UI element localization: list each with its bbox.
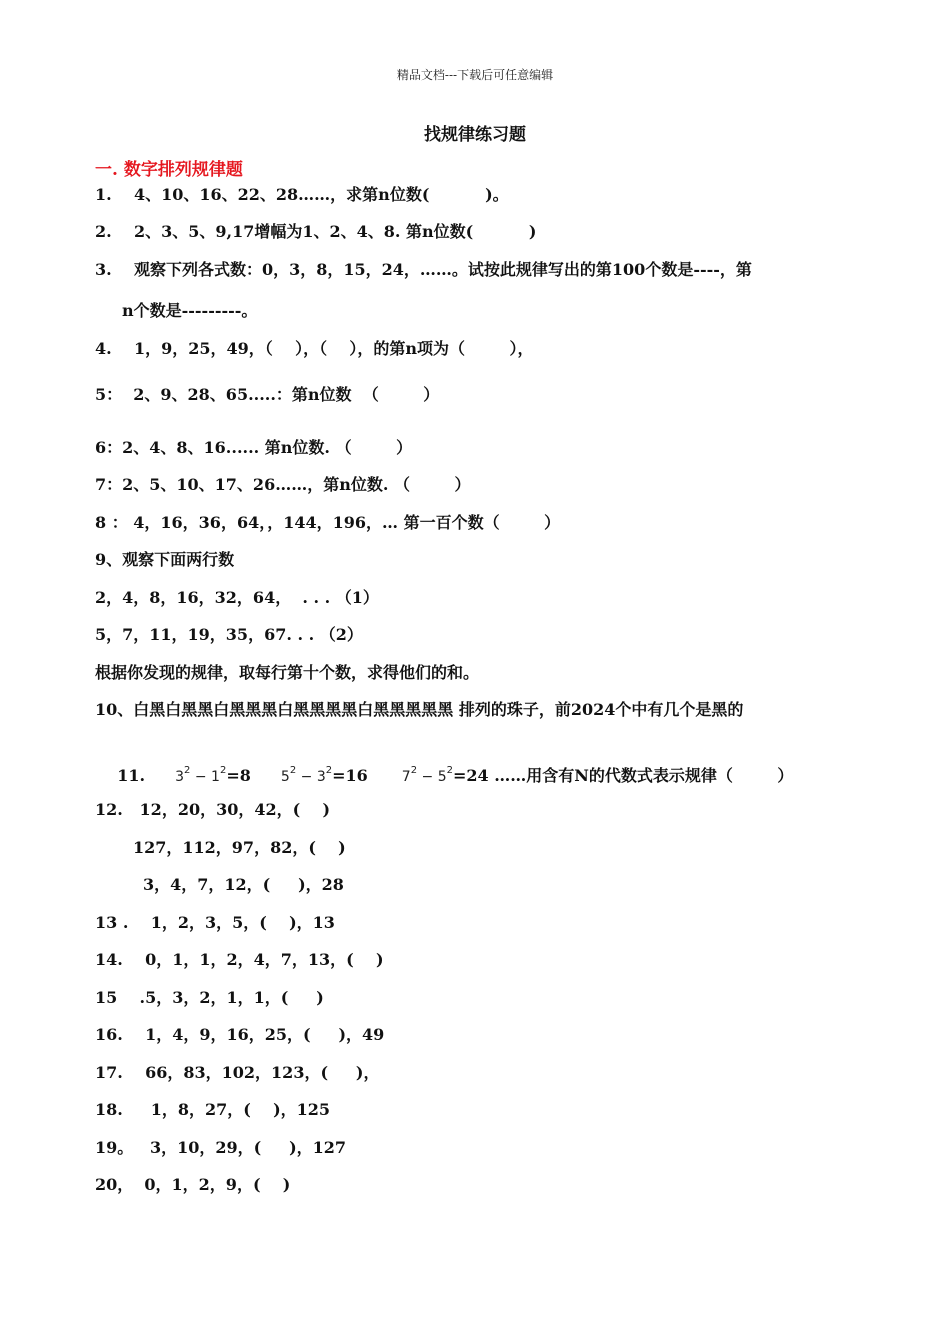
question-6: 6：2、4、8、16...... 第n位数. （ ）: [95, 438, 413, 457]
formula-3: [401, 765, 453, 785]
question-1: 1. 4、10、16、22、28……，求第n位数( )。: [95, 185, 509, 204]
question-11-text: ……用含有N的代数式表示规律（ ）: [488, 766, 794, 785]
question-19: 19。 3，10，29，( )，127: [95, 1138, 347, 1157]
question-9-row1: 2，4，8，16，32，64， . . . （1）: [95, 588, 379, 607]
question-15: 15 .5，3，2，1，1，( ): [95, 988, 324, 1007]
page-title: 找规律练习题: [424, 125, 526, 145]
question-16: 16. 1，4，9，16，25，( )，49: [95, 1025, 385, 1044]
question-5: 5： 2、9、28、65.....：第n位数 （ ）: [95, 385, 440, 404]
formula-2-exp-a: 2: [289, 765, 297, 776]
formula-2-base-a: 5: [280, 769, 290, 785]
question-9: 9、观察下面两行数: [95, 550, 235, 569]
formula-3-base-a: 7: [401, 769, 411, 785]
formula-1-exp-a: 2: [184, 765, 191, 776]
question-7: 7：2、5、10、17、26……，第n位数. （ ）: [95, 475, 471, 494]
question-20: 20， 0，1，2，9，( ): [95, 1175, 291, 1194]
question-9-row2: 5，7，11，19，35，67. . . （2）: [95, 625, 363, 644]
formula-3-exp-b: 2: [446, 765, 453, 776]
question-4: 4. 1，9，25，49，（ ），（ ），的第n项为（ ），: [95, 339, 534, 358]
question-13: 13 . 1，2，3，5，( )，13: [95, 913, 335, 932]
formula-3-exp-a: 2: [410, 765, 418, 776]
question-18: 18. 1，8，27，( )，125: [95, 1100, 331, 1119]
question-14: 14. 0，1，1，2，4，7，13，( ): [95, 950, 384, 969]
question-8: 8 ： 4，16，36，64，，144，196，… 第一百个数（ ）: [95, 513, 561, 532]
question-17: 17. 66，83，102，123，( )，: [95, 1063, 380, 1082]
formula-3-result: =24: [453, 766, 489, 785]
section-heading: 一. 数字排列规律题: [95, 160, 243, 180]
formula-1: [175, 765, 227, 785]
question-3-line2: n个数是---------。: [122, 301, 258, 320]
formula-2-result: =16: [332, 766, 368, 785]
formula-2: [280, 765, 333, 785]
question-11-number: 11.: [117, 766, 146, 785]
question-10: 10、白黑白黑黑白黑黑黑白黑黑黑黑白黑黑黑黑黑 排列的珠子，前2024个中有几个是黑的: [95, 700, 744, 719]
formula-3-base-b: − 5: [417, 769, 447, 785]
formula-1-base-a: 3: [175, 769, 185, 785]
formula-2-exp-b: 2: [325, 765, 333, 776]
question-11: [95, 744, 793, 805]
question-9-instruction: 根据你发现的规律，取每行第十个数，求得他们的和。: [95, 663, 480, 682]
formula-2-base-b: − 3: [296, 769, 326, 785]
formula-1-exp-b: 2: [219, 765, 227, 776]
question-2: 2. 2、3、5、9,17增幅为1、2、4、8. 第n位数( ): [95, 222, 537, 241]
question-12-line1: 12. 12，20，30，42，( ): [95, 800, 331, 819]
formula-1-result: =8: [226, 766, 251, 785]
question-12-line2: 127，112，97，82，( ): [133, 838, 346, 857]
page-header: 精品文档---下载后可任意编辑: [396, 68, 554, 82]
question-12-line3: 3，4，7，12，( )，28: [143, 875, 344, 894]
question-3-line1: 3. 观察下列各式数：0，3，8，15，24，……。试按此规律写出的第100个数是----，第: [95, 260, 752, 279]
formula-1-base-b: − 1: [190, 769, 220, 785]
